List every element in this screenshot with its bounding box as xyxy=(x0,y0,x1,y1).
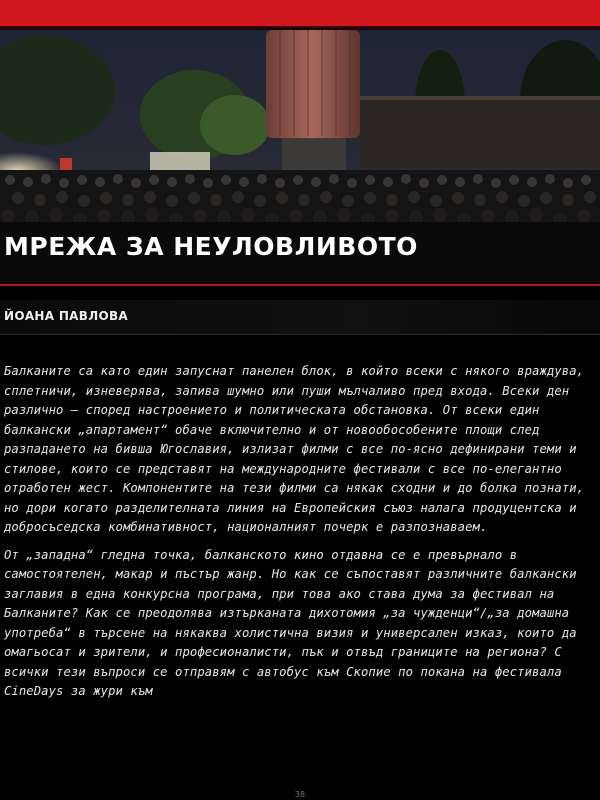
hero-photo-open-air-cinema xyxy=(0,30,600,222)
headline-divider xyxy=(0,284,600,286)
article-headline: МРЕЖА ЗА НЕУЛОВЛИВОТО xyxy=(4,232,418,261)
page-number: 38 xyxy=(294,790,306,799)
article-paragraph-1: Балканите са като един запуснат панелен блок, в който всеки с някого враждува, сплетничи, изневерява, запива шумно или пуши мълчаливо пред входа. Всеки ден различно — според настроението и политическата обстановка. От всеки един балкански „апартамент“ обаче включително и от новообособените площи след разпадането на бивша Югославия, излизат филми с все по-ясно дефинирани теми и стилове, които се представят на международните фестивали с все по-елегантно отработен жест. Компонентите на тези филми са някак сходни и до болка познати, но дори когато разделителната линия на Европейския съюз налага продуцентска и добросъседска комбинативност, националният почерк е разпознаваем. xyxy=(4,364,585,534)
article-paragraph-2: От „западна“ гледна точка, балканското кино отдавна се е превърнало в самостоятелен, макар и пъстър жанр. Но как се съпоставят различните балкански заглавия в една конкурсна програма, при това ако става дума за фестивал на Балканите? Как се преодолява изтърканата дихотомия „за чужденци“/„за домашна употреба“ в търсене на някаква холистична визия и универсален изказ, които да омагьосат и зрители, и професионалисти, пък и отвъд границите на региона? С всички тези въпроси се отправям с автобус към Скопие по покана на фестивала CineDays за жури към xyxy=(4,547,577,698)
byline-divider xyxy=(0,334,600,335)
author-byline: ЙОАНА ПАВЛОВА xyxy=(4,309,129,323)
hero-photo-illustration xyxy=(0,30,600,222)
top-accent-bar xyxy=(0,0,600,26)
article-body xyxy=(4,362,594,710)
